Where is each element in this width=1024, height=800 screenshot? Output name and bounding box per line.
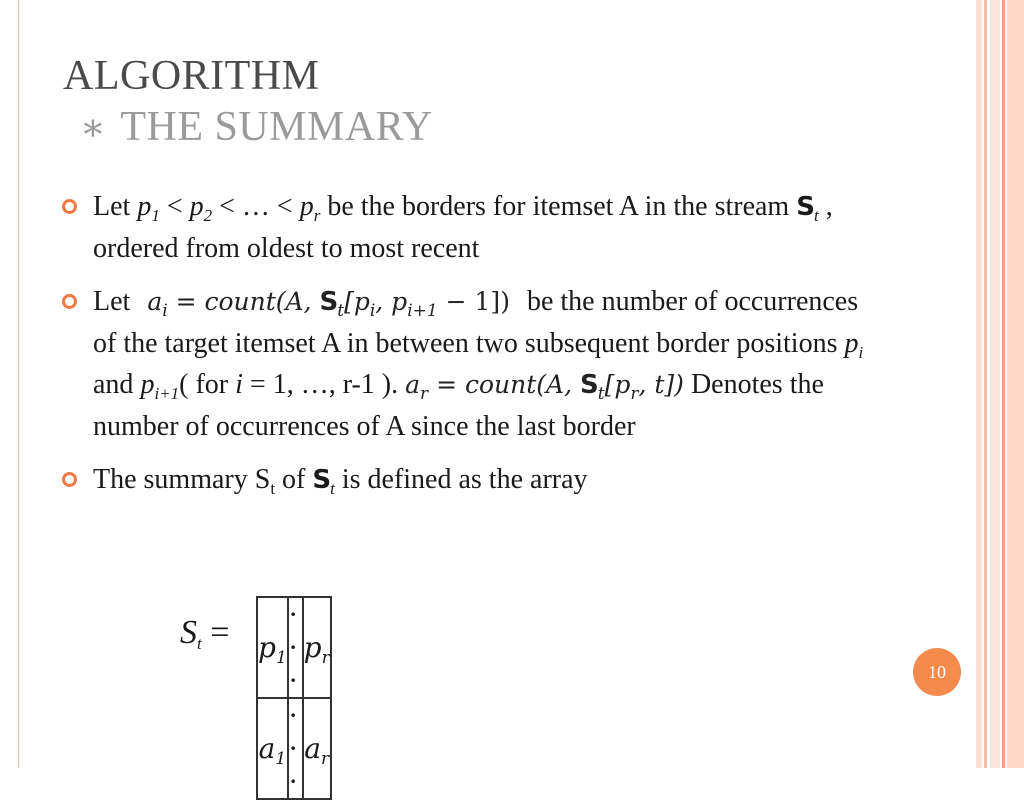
slide-subtitle xyxy=(80,103,433,151)
slide-title: ALGORITHM xyxy=(63,53,320,99)
table-cell: $a_r$ xyxy=(303,698,331,799)
var-p1-sub: 1 xyxy=(151,206,160,225)
slide-content xyxy=(62,186,882,513)
formula-part: − 1]) xyxy=(437,287,510,316)
formula-sub: i+1 xyxy=(407,301,438,321)
left-border-line xyxy=(18,0,19,768)
text: < xyxy=(159,191,190,222)
var-sub: i xyxy=(858,343,864,362)
formula-sub: i xyxy=(369,301,376,321)
text: Let xyxy=(93,191,138,222)
stream-symbol: S xyxy=(580,370,598,400)
text: ( for xyxy=(179,369,236,400)
formula-part: , t]) xyxy=(638,370,684,399)
formula-ar xyxy=(405,370,684,404)
formula-part: [p xyxy=(604,370,631,399)
text: be the borders for itemset A in the stream xyxy=(320,191,797,222)
text: is defined as the array xyxy=(334,464,588,495)
formula-part: = count(A, xyxy=(428,370,580,399)
text: Denotes the number of occurrences of A since the last border xyxy=(93,369,824,442)
formula-part: , p xyxy=(375,287,408,316)
table-cell: · · · xyxy=(288,699,302,798)
stream-sub: t xyxy=(330,479,335,498)
text: of xyxy=(275,464,313,495)
formula-part: [p xyxy=(344,287,370,316)
bullet-item-borders xyxy=(62,186,882,269)
table-cell: $p_r$ xyxy=(303,597,331,698)
page-number-badge: 10 xyxy=(913,648,961,696)
text: = 1, …, r-1 ). xyxy=(242,369,406,400)
text: The summary S xyxy=(93,464,271,495)
stream-symbol: S xyxy=(796,192,814,222)
formula-a: a xyxy=(405,370,421,399)
formula-sub: t xyxy=(597,384,605,404)
subtitle-text: THE SUMMARY xyxy=(120,104,433,150)
asterisk-icon: ∗ xyxy=(80,107,107,149)
var-pr: p xyxy=(299,191,314,222)
text: Let xyxy=(93,286,138,317)
formula-sub: t xyxy=(197,634,202,653)
formula-S: S xyxy=(180,614,197,651)
bullet-item-count xyxy=(62,281,882,447)
var-p2-sub: 2 xyxy=(203,206,213,225)
table-cell: $a_1$ xyxy=(257,698,288,799)
bullet-icon xyxy=(62,199,77,214)
formula-sub: r xyxy=(630,384,639,404)
formula-eq: = xyxy=(201,614,230,651)
right-decorative-border xyxy=(976,0,1024,768)
var-p1: p xyxy=(137,191,152,222)
formula-sub: r xyxy=(420,384,429,404)
formula-a: a xyxy=(147,287,163,316)
var-pi1: p xyxy=(140,369,155,400)
text: , ordered from oldest to most recent xyxy=(93,191,833,264)
text: be the number of occurrences of the target itemset A in between two subsequent border positions xyxy=(93,286,859,359)
var-i: i xyxy=(235,369,243,400)
formula-sub: i xyxy=(162,301,168,321)
formula-part: = count(A, xyxy=(167,287,320,316)
stream-symbol: S xyxy=(312,465,331,495)
table-row xyxy=(257,597,331,698)
text: < … < xyxy=(212,191,300,222)
bullet-item-summary xyxy=(62,459,882,501)
var-pi: p xyxy=(844,328,859,359)
table-row xyxy=(257,698,331,799)
table-cell: · · · xyxy=(288,598,302,697)
bullet-icon xyxy=(62,472,77,487)
formula-sub: t xyxy=(337,301,345,321)
summary-array-table xyxy=(256,596,332,800)
stream-sub: t xyxy=(813,206,819,225)
formula-ai xyxy=(147,287,510,321)
table-cell: $p_1$ xyxy=(257,597,288,698)
var-pr-sub: r xyxy=(313,206,321,225)
bullet-icon xyxy=(62,294,77,309)
var-p2: p xyxy=(189,191,204,222)
text-sub: t xyxy=(270,479,276,498)
text: and xyxy=(93,369,141,400)
stream-symbol: S xyxy=(319,287,338,317)
var-sub: i+1 xyxy=(154,384,180,403)
formula-lhs xyxy=(180,614,229,652)
